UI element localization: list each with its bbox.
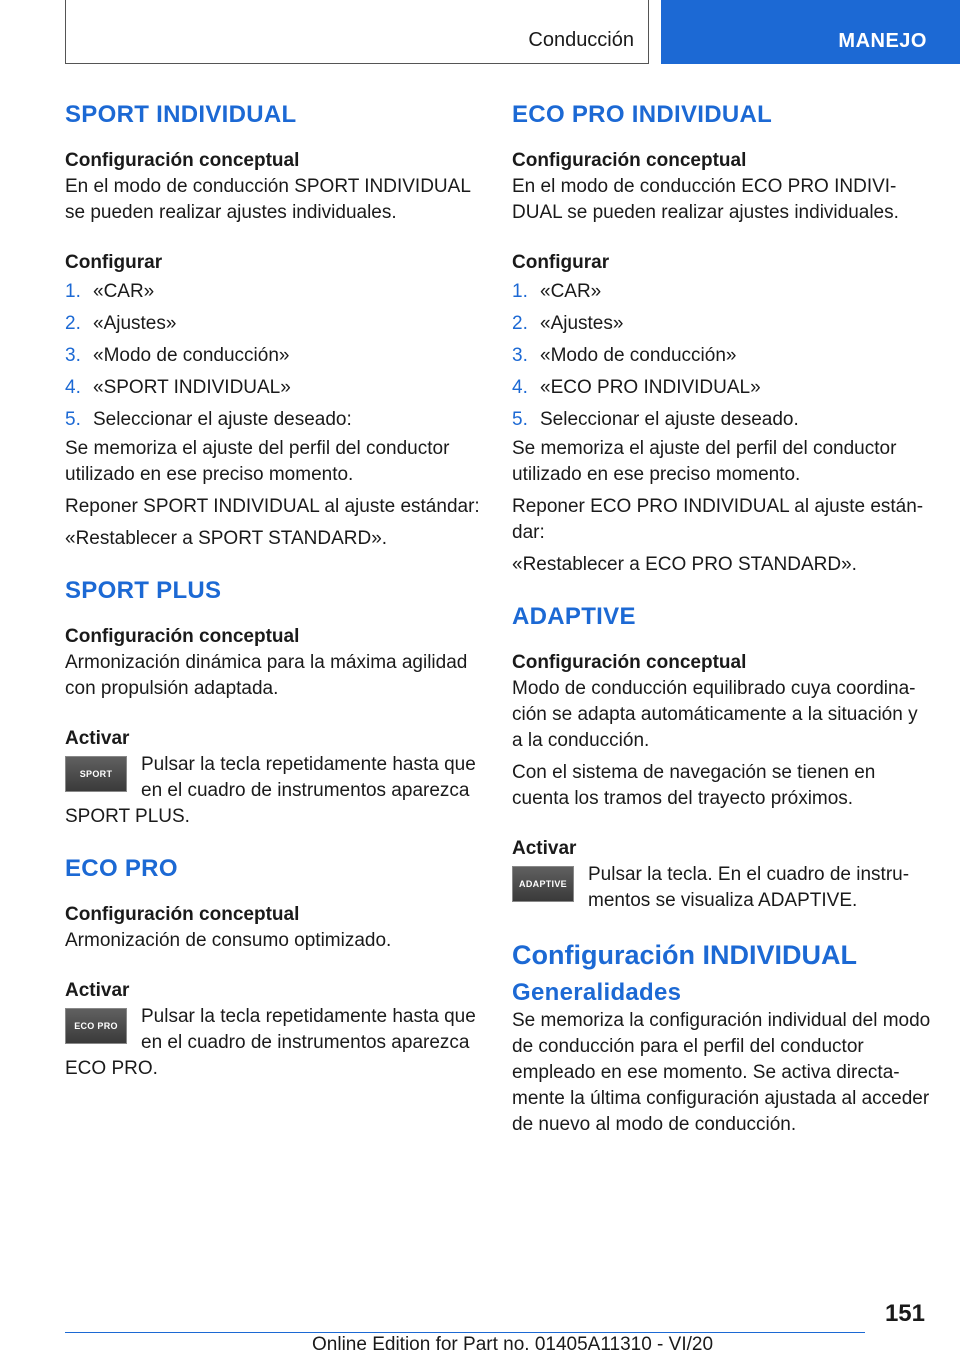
header-chapter-title: MANEJO [838,30,927,52]
activate-heading: Activar [512,838,577,859]
activate-heading: Activar [65,728,130,749]
list-item [512,308,932,340]
footer-divider [65,1332,865,1333]
footer-edition-text [312,1334,713,1356]
activate-heading: Activar [65,980,130,1001]
section-title-eco-pro: ECO PRO [65,855,178,882]
body-text: Se memoriza el ajuste del perfil del conductor utilizado en ese preciso momento. [512,438,897,485]
footer-edition-label: Online Edition for Part no. 01405A11310 - VI/20 [312,1334,714,1355]
step-text: «CAR» [93,281,155,302]
step-number: 5. [512,409,528,430]
step-number: 1. [65,281,81,302]
list-item [65,308,485,340]
step-text: Seleccionar el ajuste deseado. [540,409,799,430]
header-section-title: Conducción [528,29,634,51]
page-number: 151 [884,1300,925,1327]
header-chapter-box [661,0,960,64]
section-title-sport-plus: SPORT PLUS [65,577,222,604]
configure-heading: Configurar [512,252,610,273]
step-text: «ECO PRO INDIVIDUAL» [540,377,761,398]
configure-heading: Configurar [65,252,163,273]
list-item [65,340,485,372]
eco-pro-button-icon: ECO PRO [65,1008,127,1044]
step-number: 3. [512,345,528,366]
concept-heading: Configuración conceptual [65,904,300,925]
step-number: 4. [512,377,528,398]
general-text: Se memoriza la configuración individual del modo de conducción para el perfil del conductor empleado en ese momento. Se activa directa‐mente la última configuración ajustada al acceder de nuevo al modo de conducción. [512,1010,931,1135]
subsection-title-general: Generalidades [512,979,682,1006]
list-item [65,276,485,308]
body-text: «Restablecer a SPORT STANDARD». [65,528,388,549]
section-title-sport-individual: SPORT INDIVIDUAL [65,101,297,128]
concept-heading: Configuración conceptual [65,626,300,647]
step-text: «Ajustes» [540,313,624,334]
concept-text-2: Con el sistema de navegación se tienen en cuenta los tramos del trayecto próximos. [512,762,876,809]
activate-text: Pulsar la tecla repetidamente hasta que en el cuadro de instrumentos aparezca SPORT PLUS. [65,754,476,827]
step-number: 4. [65,377,81,398]
concept-text: Armonización de consumo optimizado. [65,930,392,951]
step-text: «Modo de conducción» [93,345,290,366]
list-item [512,276,932,308]
concept-text: Armonización dinámica para la máxima agilidad con propulsión adaptada. [65,652,468,699]
section-title-adaptive: ADAPTIVE [512,603,636,630]
section-title-individual: Configuración INDIVIDUAL [512,940,857,970]
adaptive-button-icon: ADAPTIVE [512,866,574,902]
activate-row [65,1004,485,1082]
activate-text: Pulsar la tecla. En el cuadro de instru‐mentos se visualiza ADAPTIVE. [588,864,910,911]
steps-list [512,276,932,436]
body-text: Se memoriza el ajuste del perfil del conductor utilizado en ese preciso momento. [65,438,450,485]
steps-list [65,276,485,436]
list-item [65,372,485,404]
body-text: Reponer ECO PRO INDIVIDUAL al ajuste están‐dar: [512,496,924,543]
activate-text: Pulsar la tecla repetidamente hasta que en el cuadro de instrumentos aparezca ECO PRO. [65,1006,476,1079]
concept-heading: Configuración conceptual [512,652,747,673]
step-number: 5. [65,409,81,430]
step-text: «Modo de conducción» [540,345,737,366]
body-text: «Restablecer a ECO PRO STANDARD». [512,554,857,575]
step-number: 2. [512,313,528,334]
list-item [65,404,485,436]
concept-text: En el modo de conducción SPORT INDIVIDUAL se pueden realizar ajustes individuales. [65,176,471,223]
list-item [512,340,932,372]
step-text: «Ajustes» [93,313,177,334]
right-column [512,100,932,1138]
concept-heading: Configuración conceptual [512,150,747,171]
step-text: «SPORT INDIVIDUAL» [93,377,291,398]
concept-text: Modo de conducción equilibrado cuya coordina‐ción se adapta automáticamente a la situación y a la conducción. [512,678,918,751]
step-number: 2. [65,313,81,334]
left-column [65,100,485,1082]
sport-button-icon: SPORT [65,756,127,792]
step-number: 1. [512,281,528,302]
step-text: Seleccionar el ajuste deseado: [93,409,352,430]
list-item [512,372,932,404]
section-title-eco-pro-individual: ECO PRO INDIVIDUAL [512,101,773,128]
header-section-box [65,0,649,64]
concept-heading: Configuración conceptual [65,150,300,171]
step-number: 3. [65,345,81,366]
step-text: «CAR» [540,281,602,302]
activate-row [512,862,932,914]
body-text: Reponer SPORT INDIVIDUAL al ajuste estándar: [65,496,480,517]
list-item [512,404,932,436]
concept-text: En el modo de conducción ECO PRO INDIVI‐DUAL se pueden realizar ajustes individuales. [512,176,899,223]
activate-row [65,752,485,830]
